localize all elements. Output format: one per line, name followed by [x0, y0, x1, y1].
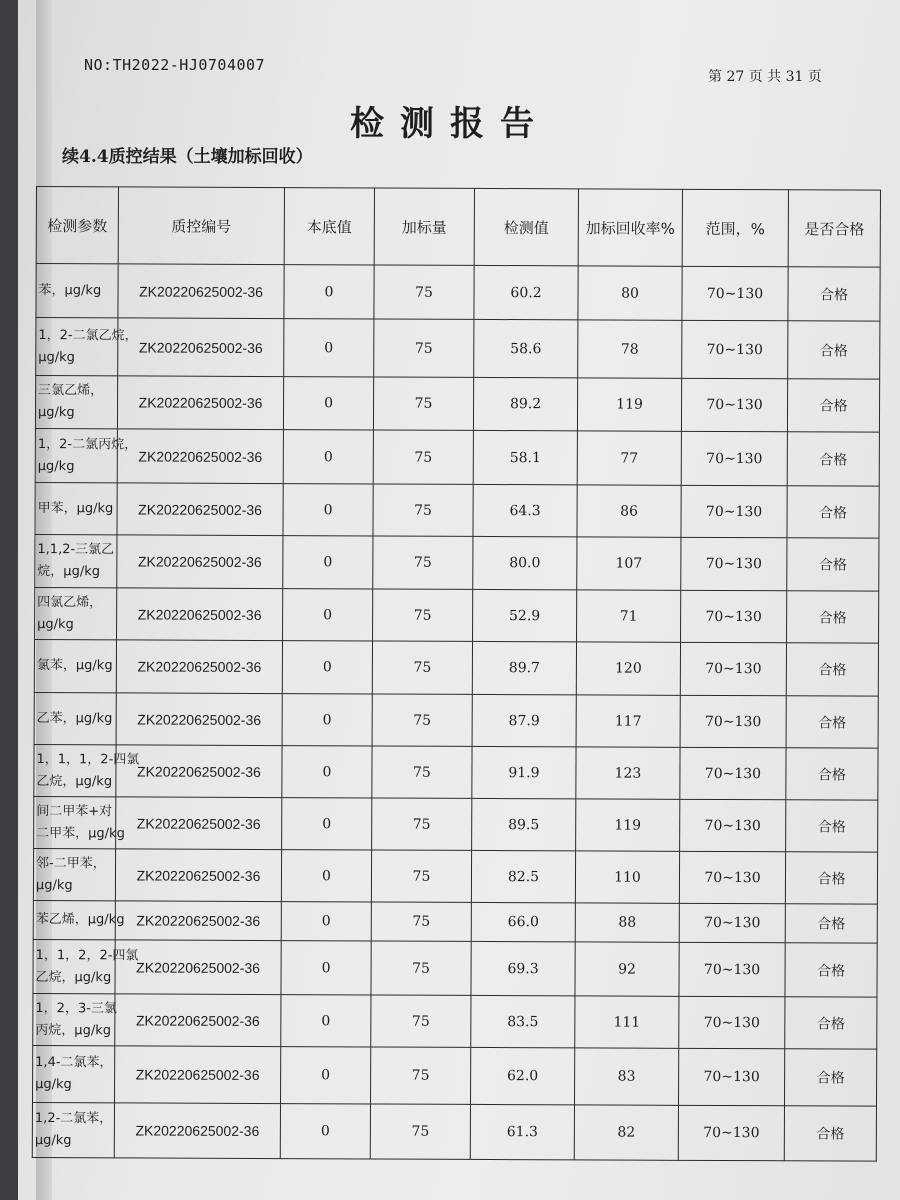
- spike-cell: 75: [374, 319, 474, 377]
- qc-code-cell: ZK20220625002-36: [115, 940, 281, 995]
- report-number: NO:TH2022-HJ0704007: [84, 56, 266, 74]
- param-cell: [33, 848, 115, 900]
- spike-cell: 75: [371, 850, 471, 902]
- recovery-cell: 71: [577, 590, 681, 642]
- range-cell: 70~130: [678, 1048, 784, 1105]
- background-cell: 0: [283, 589, 373, 641]
- spike-cell: 75: [371, 995, 471, 1047]
- param-cell: [35, 428, 138, 482]
- recovery-cell: 92: [575, 942, 679, 996]
- recovery-cell: 78: [578, 320, 682, 378]
- measured-cell: 83.5: [471, 995, 575, 1047]
- result-cell: 合格: [787, 538, 879, 591]
- range-cell: 70~130: [679, 996, 785, 1048]
- param-text: μg/kg: [38, 349, 75, 365]
- measured-cell: 89.7: [472, 641, 576, 694]
- qc-results-table: [32, 186, 881, 1162]
- param-cell: [33, 900, 125, 939]
- qc-code-cell: ZK20220625002-36: [117, 535, 283, 589]
- header-measured: 检测值: [474, 188, 578, 265]
- result-cell: 合格: [785, 997, 877, 1049]
- spike-cell: 75: [370, 1104, 470, 1159]
- table-row: [35, 587, 879, 643]
- measured-cell: 64.3: [473, 484, 577, 536]
- range-cell: 70~130: [681, 431, 787, 485]
- table-row: [33, 848, 877, 904]
- result-cell: 合格: [785, 904, 877, 943]
- param-cell: [34, 796, 125, 848]
- table-row: [33, 993, 877, 1049]
- table-header-row: [36, 187, 880, 268]
- background-cell: 0: [284, 265, 374, 319]
- param-text: 甲苯，μg/kg: [37, 500, 114, 516]
- measured-cell: 89.5: [472, 798, 576, 850]
- header-spike-amount: 加标量: [374, 188, 474, 265]
- result-cell: 合格: [785, 943, 877, 997]
- table-row: [35, 534, 879, 591]
- qc-code-cell: ZK20220625002-36: [115, 1046, 281, 1104]
- recovery-cell: 110: [575, 851, 679, 903]
- range-cell: 70~130: [678, 1105, 784, 1160]
- param-text: 乙烷，μg/kg: [36, 773, 113, 789]
- table-row: [34, 692, 878, 748]
- param-text: 四氯乙烯，: [37, 594, 103, 610]
- param-text: μg/kg: [34, 1133, 72, 1149]
- param-text: 乙烷，μg/kg: [35, 969, 112, 985]
- qc-code-cell: ZK20220625002-36: [116, 693, 282, 746]
- qc-code-cell: ZK20220625002-36: [115, 994, 281, 1047]
- result-cell: 合格: [784, 1049, 876, 1106]
- header-param: 检测参数: [36, 187, 118, 264]
- background-cell: 0: [281, 995, 371, 1047]
- measured-cell: 80.0: [473, 536, 577, 589]
- spike-cell: 75: [372, 746, 472, 798]
- range-cell: 70~130: [679, 851, 785, 903]
- recovery-cell: 82: [574, 1105, 678, 1160]
- result-cell: 合格: [786, 696, 878, 748]
- qc-code-cell: ZK20220625002-36: [116, 745, 282, 798]
- header-pass: 是否合格: [788, 190, 880, 267]
- table-row: [34, 796, 878, 852]
- spike-cell: 75: [373, 377, 473, 430]
- qc-code-cell: ZK20220625002-36: [117, 588, 283, 641]
- param-cell: [35, 534, 117, 587]
- measured-cell: 58.6: [474, 319, 578, 377]
- table-row: [32, 1102, 876, 1161]
- report-title: 检测报告: [350, 104, 550, 144]
- recovery-cell: 86: [577, 485, 681, 537]
- param-text: 1，2-二氯乙烷，: [38, 327, 138, 343]
- result-cell: 合格: [786, 800, 878, 852]
- table-row: [35, 428, 879, 486]
- qc-table-container: [32, 186, 880, 1162]
- result-cell: 合格: [787, 591, 879, 643]
- range-cell: 70~130: [681, 485, 787, 537]
- background-cell: 0: [283, 536, 373, 589]
- param-cell: [34, 744, 140, 796]
- qc-code-cell: ZK20220625002-36: [117, 429, 283, 484]
- measured-cell: 60.2: [474, 265, 578, 319]
- table-row: [36, 318, 880, 380]
- measured-cell: 62.0: [470, 1047, 574, 1104]
- param-text: μg/kg: [35, 877, 73, 893]
- param-text: 1，2-二氯丙烷，: [37, 436, 138, 452]
- header-qc-code: 质控编号: [118, 187, 284, 265]
- param-text: μg/kg: [37, 405, 75, 421]
- result-cell: 合格: [787, 486, 879, 538]
- param-cell: [32, 1102, 114, 1157]
- param-cell: [35, 587, 117, 639]
- param-text: 1，1，1，2-四氯: [36, 751, 140, 767]
- param-text: 乙苯，μg/kg: [36, 710, 113, 726]
- recovery-cell: 77: [577, 431, 681, 485]
- param-cell: [34, 692, 116, 744]
- spike-cell: 75: [373, 484, 473, 536]
- table-row: [33, 1045, 877, 1106]
- recovery-cell: 120: [576, 642, 680, 695]
- measured-cell: 87.9: [472, 694, 576, 746]
- header-background: 本底值: [284, 188, 374, 265]
- measured-cell: 66.0: [471, 902, 575, 941]
- param-text: μg/kg: [37, 616, 74, 632]
- table-row: [33, 939, 877, 997]
- param-text: μg/kg: [37, 458, 75, 474]
- table-caption: 续4.4质控结果（土壤加标回收）: [62, 147, 313, 167]
- range-cell: 70~130: [682, 266, 788, 320]
- spike-cell: 75: [373, 589, 473, 641]
- table-row: [36, 264, 880, 322]
- param-text: 1，1，2，2-四氯: [35, 947, 139, 963]
- table-row: [33, 900, 877, 943]
- result-cell: 合格: [788, 321, 880, 379]
- param-text: 苯，μg/kg: [38, 282, 102, 298]
- background-cell: 0: [283, 430, 373, 484]
- result-cell: 合格: [784, 1106, 876, 1161]
- param-cell: [36, 264, 118, 318]
- result-cell: 合格: [788, 267, 880, 321]
- param-cell: [33, 1045, 115, 1102]
- background-cell: 0: [282, 798, 372, 850]
- qc-code-cell: ZK20220625002-36: [115, 901, 281, 941]
- range-cell: 70~130: [682, 320, 788, 378]
- param-text: 三氯乙烯，: [38, 383, 104, 399]
- recovery-cell: 117: [576, 695, 680, 747]
- range-cell: 70~130: [681, 590, 787, 642]
- range-cell: 70~130: [681, 537, 787, 590]
- qc-code-cell: ZK20220625002-36: [116, 797, 282, 850]
- background-cell: 0: [280, 1047, 370, 1104]
- recovery-cell: 119: [577, 378, 681, 431]
- spike-cell: 75: [371, 902, 471, 941]
- recovery-cell: 107: [577, 537, 681, 590]
- param-text: 苯乙烯，μg/kg: [35, 912, 125, 928]
- param-cell: [35, 482, 117, 534]
- background-cell: 0: [280, 1104, 370, 1159]
- range-cell: 70~130: [680, 799, 786, 851]
- range-cell: 70~130: [680, 695, 786, 747]
- param-cell: [36, 318, 138, 376]
- result-cell: 合格: [786, 748, 878, 800]
- qc-code-cell: ZK20220625002-36: [115, 849, 281, 902]
- background-cell: 0: [281, 850, 371, 902]
- result-cell: 合格: [787, 432, 879, 486]
- param-text: 二甲苯，μg/kg: [36, 825, 125, 841]
- background-cell: 0: [282, 641, 372, 694]
- spike-cell: 75: [370, 1047, 470, 1104]
- background-cell: 0: [282, 694, 372, 746]
- spike-cell: 75: [372, 798, 472, 850]
- result-cell: 合格: [786, 643, 878, 696]
- qc-code-cell: ZK20220625002-36: [114, 1103, 280, 1159]
- measured-cell: 52.9: [473, 589, 577, 641]
- recovery-cell: 83: [574, 1048, 678, 1105]
- param-text: 邻-二甲苯，: [36, 855, 106, 871]
- table-row: [35, 376, 879, 433]
- background-cell: 0: [281, 941, 371, 995]
- param-cell: [34, 639, 116, 692]
- range-cell: 70~130: [679, 903, 785, 942]
- spike-cell: 75: [371, 941, 471, 995]
- recovery-cell: 111: [575, 996, 679, 1048]
- background-cell: 0: [283, 377, 373, 430]
- header-range: 范围，%: [682, 189, 788, 266]
- range-cell: 70~130: [679, 942, 785, 996]
- qc-code-cell: ZK20220625002-36: [116, 640, 282, 694]
- qc-code-cell: ZK20220625002-36: [118, 318, 284, 377]
- param-text: 烷，μg/kg: [37, 564, 101, 580]
- spike-cell: 75: [372, 641, 472, 694]
- measured-cell: 91.9: [472, 746, 576, 798]
- range-cell: 70~130: [681, 378, 787, 431]
- param-cell: [35, 376, 117, 429]
- qc-code-cell: ZK20220625002-36: [117, 376, 283, 430]
- param-text: 1,4-二氯苯，: [35, 1055, 113, 1071]
- result-cell: 合格: [785, 852, 877, 904]
- page-indicator: 第 27 页 共 31 页: [708, 69, 822, 85]
- recovery-cell: 80: [578, 266, 682, 320]
- param-text: 丙烷，μg/kg: [35, 1022, 112, 1038]
- param-text: 1,2-二氯苯，: [34, 1111, 113, 1127]
- result-cell: 合格: [787, 379, 879, 432]
- measured-cell: 58.1: [473, 430, 577, 484]
- background-cell: 0: [281, 902, 371, 941]
- table-row: [34, 639, 878, 696]
- spike-cell: 75: [374, 265, 474, 319]
- measured-cell: 61.3: [470, 1104, 574, 1159]
- background-cell: 0: [283, 484, 373, 536]
- recovery-cell: 119: [576, 799, 680, 851]
- param-text: 氯苯，μg/kg: [36, 658, 113, 674]
- spike-cell: 75: [373, 536, 473, 589]
- range-cell: 70~130: [680, 642, 786, 695]
- measured-cell: 89.2: [473, 377, 577, 430]
- qc-code-cell: ZK20220625002-36: [118, 264, 284, 319]
- table-row: [34, 744, 878, 800]
- table-row: [35, 482, 879, 538]
- param-cell: [33, 939, 139, 993]
- param-text: μg/kg: [35, 1077, 72, 1093]
- spike-cell: 75: [373, 430, 473, 484]
- param-text: 间二甲苯+对: [36, 803, 113, 819]
- param-cell: [33, 993, 115, 1045]
- recovery-cell: 123: [576, 747, 680, 799]
- measured-cell: 69.3: [471, 941, 575, 995]
- param-text: 1,1,2-三氯乙: [37, 542, 115, 558]
- range-cell: 70~130: [680, 747, 786, 799]
- param-text: 1，2，3-三氯: [35, 1000, 117, 1016]
- recovery-cell: 88: [575, 903, 679, 942]
- background-cell: 0: [282, 746, 372, 798]
- header-recovery-rate: 加标回收率%: [578, 189, 682, 266]
- spike-cell: 75: [372, 694, 472, 746]
- measured-cell: 82.5: [471, 850, 575, 902]
- background-cell: 0: [284, 319, 374, 377]
- qc-code-cell: ZK20220625002-36: [117, 483, 283, 536]
